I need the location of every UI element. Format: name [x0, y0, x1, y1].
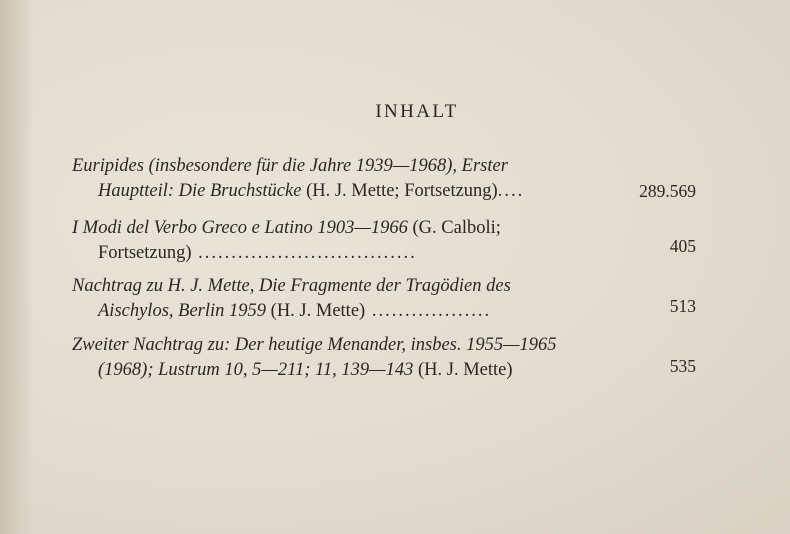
entry-title-text: Zweiter Nachtrag zu: Der heutige Menander, insbes. 1955—1965	[72, 335, 557, 355]
toc-entry-line	[72, 154, 704, 179]
toc-entry-line	[72, 274, 704, 299]
page-title: INHALT	[375, 101, 459, 122]
toc-entry-modi-del-verbo	[72, 216, 704, 266]
page-gutter-shadow	[0, 0, 34, 534]
entry-author-text: (G. Calboli;	[407, 218, 501, 238]
toc-entry-zweiter-nachtrag	[72, 333, 704, 383]
page-number: 513	[669, 296, 696, 316]
entry-author-text: (H. J. Mette)	[266, 301, 366, 321]
toc-entry-line	[72, 299, 704, 324]
toc-entry-line	[72, 358, 704, 383]
toc-entry-line	[72, 216, 704, 241]
leader-dots: ..................	[365, 301, 492, 321]
page-number: 289.569	[639, 181, 696, 201]
entry-title-text: Hauptteil: Die Bruchstücke	[98, 181, 302, 201]
entry-title-text: Euripides (insbesondere für die Jahre 1939—1968), Erster	[72, 156, 508, 176]
entry-author-text: Fortsetzung)	[98, 243, 192, 263]
page-number: 535	[669, 356, 696, 376]
toc-entry-nachtrag-mette	[72, 274, 704, 324]
leader-dots: ....	[497, 181, 525, 201]
leader-dots: .................................	[191, 243, 417, 263]
entry-title-text: Nachtrag zu H. J. Mette, Die Fragmente der Tragödien des	[72, 276, 511, 296]
entry-author-text: (H. J. Mette; Fortsetzung)	[301, 181, 498, 201]
entry-author-text: (H. J. Mette)	[413, 360, 513, 380]
entry-title-text: (1968); Lustrum 10, 5—211; 11, 139—143	[98, 360, 414, 380]
toc-entry-line	[72, 241, 704, 266]
entry-title-text: Aischylos, Berlin 1959	[98, 301, 267, 321]
toc-entry-line	[72, 333, 704, 358]
toc-entry-euripides	[72, 154, 704, 204]
page-number: 405	[669, 236, 696, 256]
toc-entry-line	[72, 179, 704, 204]
entry-title-text: I Modi del Verbo Greco e Latino 1903—1966	[72, 218, 408, 238]
